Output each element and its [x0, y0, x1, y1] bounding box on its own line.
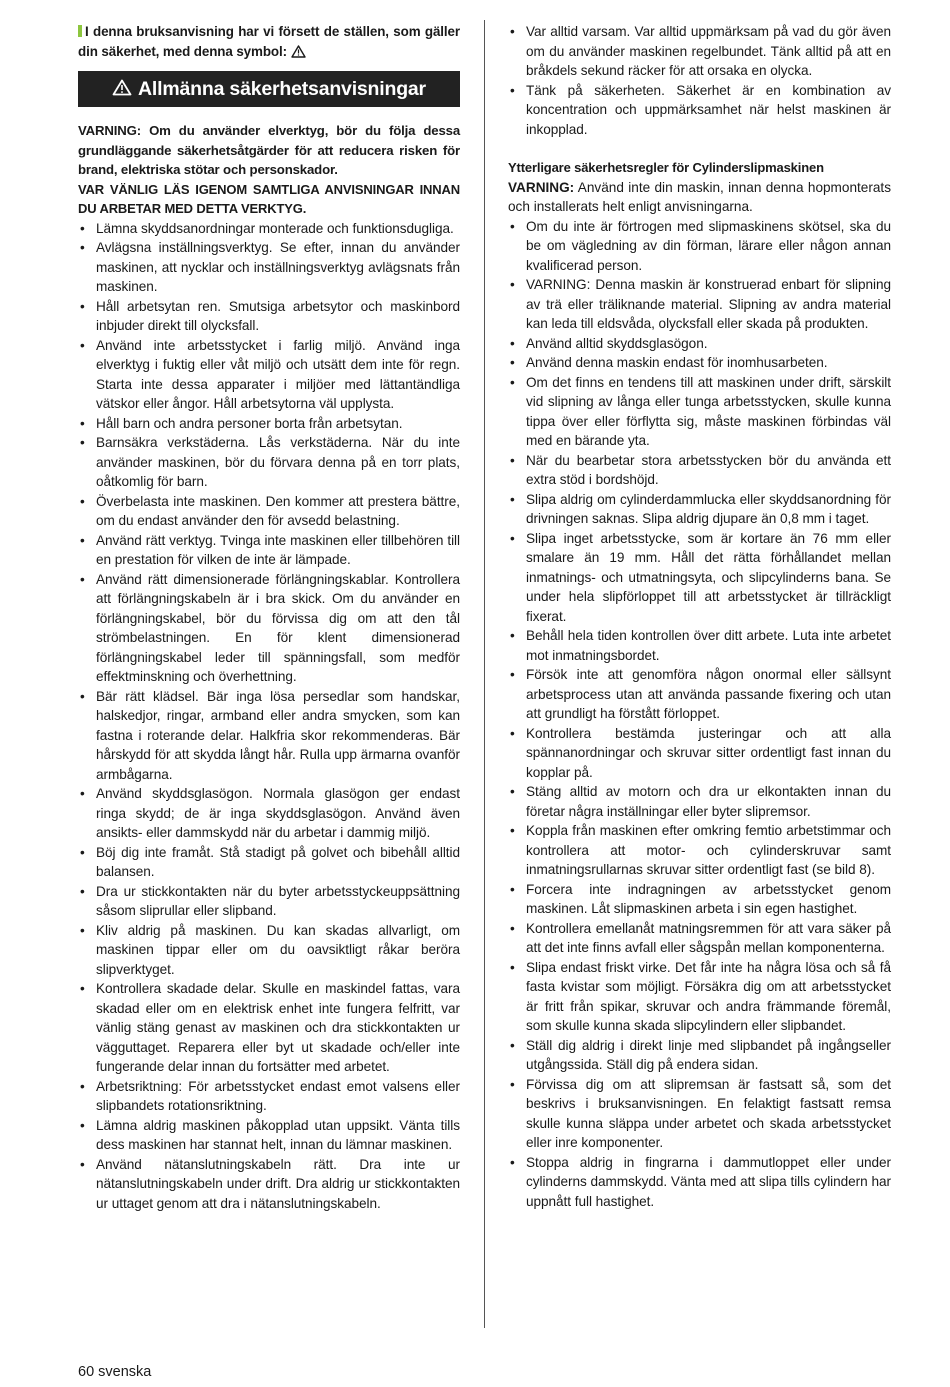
list-item: • Arbetsriktning: För arbetsstycket endast emot valsens eller slipbandets rotationsriktning.: [78, 1077, 460, 1116]
list-item: • Bär rätt klädsel. Bär inga lösa persedlar som handskar, halskedjor, ringar, armband eller andra smycken, som kan fastna i roterande delar. Halkfria skor rekommenderas. Bär hårskydd för att skydda långt hår. Rulla upp ärmarna ovanför armbågarna.: [78, 687, 460, 785]
list-item: • Kliv aldrig på maskinen. Du kan skadas allvarligt, om maskinen tippar eller om du oavsiktligt råkar beröra slipverktyget.: [78, 921, 460, 980]
right-column: [508, 22, 891, 1211]
list-item: • Överbelasta inte maskinen. Den kommer att prestera bättre, om du endast använder den för avsedd belastning.: [78, 492, 460, 531]
list-item: • Kontrollera bestämda justeringar och att alla spännanordningar och skruvar sitter ordentligt fast innan du kopplar på.: [508, 724, 891, 783]
list-item: • Slipa aldrig om cylinderdammlucka eller skyddsanordning för drivningen saknas. Slipa aldrig djupare än 0,8 mm i taget.: [508, 490, 891, 529]
list-item: • Barnsäkra verkstäderna. Lås verkstäderna. När du inte använder maskinen, bör du förvara denna på en torr plats, oåtkomlig för barn.: [78, 433, 460, 492]
list-item: • Håll barn och andra personer borta från arbetsytan.: [78, 414, 460, 434]
list-item: • Slipa inget arbetsstycke, som är kortare än 76 mm eller smalare än 19 mm. Håll det rätta förhållandet mellan inmatnings- och utmatningsyta, och slipcylinderns bana. Se under hela slipförloppet till att arbetsstycket är tillräckligt fixerat.: [508, 529, 891, 627]
section-heading: Ytterligare säkerhetsregler för Cylinderslipmaskinen: [508, 160, 824, 175]
list-item: • Försök inte att genomföra någon onormal eller sällsynt arbetsprocess utan att använda passande fixering och utan att grundligt ha förstått förloppet.: [508, 665, 891, 724]
section-banner: [78, 71, 460, 107]
list-item: • Dra ur stickkontakten när du byter arbetsstyckeuppsättning såsom sliprullar eller slipband.: [78, 882, 460, 921]
list-item: • Slipa endast friskt virke. Det får inte ha några lösa och så få fasta kvistar som möjligt. Försäkra dig om att arbetsstycket är fritt från spikar, skruvar och andra främmande föremål, som skulle kunna skada slipcylindern eller slipbandet.: [508, 958, 891, 1036]
list-item: • Var alltid varsam. Var alltid uppmärksam på vad du gör även om du använder maskinen regelbundet. Tänk alltid på att en bråkdels sekund räcker för att orsaka en olycka.: [508, 22, 891, 81]
section-marker: [78, 25, 82, 37]
list-item: • Använd denna maskin endast för inomhusarbeten.: [508, 353, 891, 373]
cylinder-warning-paragraph: [508, 178, 891, 217]
list-item: • Behåll hela tiden kontrollen över ditt arbete. Luta inte arbetet mot inmatningsbordet.: [508, 626, 891, 665]
warning-text: Använd inte din maskin, innan denna hopmonterats och installerats helt enligt anvisningarna.: [508, 179, 892, 214]
general-safety-list-continued: [508, 22, 891, 139]
page-footer: 60 svenska: [78, 1364, 152, 1380]
list-item: • Böj dig inte framåt. Stå stadigt på golvet och bibehåll alltid balansen.: [78, 843, 460, 882]
warning-triangle-icon: [112, 79, 132, 96]
list-item: • Håll arbetsytan ren. Smutsiga arbetsytor och maskinbord inbjuder direkt till olycksfall.: [78, 297, 460, 336]
list-item: • Använd rätt dimensionerade förlängningskablar. Kontrollera att förlängningskabeln är i bra skick. Om du använder en förlängningskabel, bör du förvissa dig om att den tål strömbelastningen. En för klent dimensionerad förlängningskabel leder till spänningsfall, som medför effektminskning och överhettning.: [78, 570, 460, 687]
list-item: • Använd rätt verktyg. Tvinga inte maskinen eller tillbehören till en prestation för vilken de inte är lämpade.: [78, 531, 460, 570]
list-item: • Forcera inte indragningen av arbetsstycket genom maskinen. Låt slipmaskinen arbeta i sin egen hastighet.: [508, 880, 891, 919]
list-item: • Använd skyddsglasögon. Normala glasögon ger endast ringa skydd; de är inga skyddsglasögon. Använd även ansikts- eller dammskydd när du arbetar i dammig miljö.: [78, 784, 460, 843]
warning-paragraph: VARNING: Om du använder elverktyg, bör du följa dessa grundläggande säkerhetsåtgärder för att reducera risken för brand, elektriska stötar och personskador.: [78, 123, 460, 177]
banner-title: Allmänna säkerhetsanvisningar: [138, 78, 426, 100]
list-item: • Tänk på säkerheten. Säkerhet är en kombination av koncentration och uppmärksamhet när helst maskinen är inkopplad.: [508, 81, 891, 140]
cylinder-safety-list: [508, 217, 891, 1212]
general-safety-list: [78, 219, 460, 1214]
intro-text: I denna bruksanvisning har vi försett de ställen, som gäller din säkerhet, med denna symbol:: [78, 24, 460, 59]
list-item: • Lämna aldrig maskinen påkopplad utan uppsikt. Vänta tills dess maskinen har stannat helt, innan du lämnar maskinen.: [78, 1116, 460, 1155]
list-item: • Förvissa dig om att slipremsan är fastsatt så, som det beskrivs i bruksanvisningen. En felaktigt fastsatt remsa skulle kunna släppa under arbetet och skada arbetsstycket eller inre komponenter.: [508, 1075, 891, 1153]
list-item: • Om du inte är förtrogen med slipmaskinens skötsel, ska du be om vägledning av din förman, lärare eller någon annan kvalificerad person.: [508, 217, 891, 276]
list-item: • Stäng alltid av motorn och dra ur elkontakten innan du företar några inställningar eller byter slipremsor.: [508, 782, 891, 821]
list-item: • Avlägsna inställningsverktyg. Se efter, innan du använder maskinen, att nycklar och inställningsverktyg avlägsnats från maskinen.: [78, 238, 460, 297]
list-item: • Använd nätanslutningskabeln rätt. Dra inte ur nätanslutningskabeln under drift. Dra aldrig ur stickkontakten ur uttaget genom att dra i nätanslutningskabeln.: [78, 1155, 460, 1214]
section-gap: [508, 139, 891, 158]
list-item: • Stoppa aldrig in fingrarna i dammutloppet eller under cylinderns dammskydd. Vänta med att slipa tills cylindern har uppnått full hastighet.: [508, 1153, 891, 1212]
column-divider: [484, 20, 485, 1328]
list-item: • Lämna skyddsanordningar monterade och funktionsdugliga.: [78, 219, 460, 239]
list-item: • Kontrollera skadade delar. Skulle en maskindel fattas, vara skadad eller om en elektrisk enhet inte fungera felfritt, var vänlig stäng genast av maskinen och dra stickkontakten ur vägguttaget. Reparera eller byt ut skadade och/eller inte fungerande delar innan du fortsätter med arbetet.: [78, 979, 460, 1077]
list-item: • Ställ dig aldrig i direkt linje med slipbandet på ingångseller utgångssida. Ställ dig på endera sidan.: [508, 1036, 891, 1075]
warning-label: VARNING:: [508, 179, 575, 195]
list-item: • Använd inte arbetsstycket i farlig miljö. Använd inga elverktyg i fuktig eller våt miljö och utsätt dem inte för regn. Starta inte dessa apparater i miljöer med lättantändliga vätskor eller ångor. Håll arbetsytorna väl upplysta.: [78, 336, 460, 414]
list-item: • Kontrollera emellanåt matningsremmen för att vara säker på att det inte finns avfall eller sågspån mellan komponenterna.: [508, 919, 891, 958]
list-item: • Koppla från maskinen efter omkring femtio arbetstimmar och kontrollera att motor- och cylinderskruvar samt inmatningsrullarnas skruvar sitter ordentligt fast (se bild 8).: [508, 821, 891, 880]
intro-paragraph: [78, 22, 460, 61]
read-instructions-paragraph: VAR VÄNLIG LÄS IGENOM SAMTLIGA ANVISNINGAR INNAN DU ARBETAR MED DETTA VERKTYG.: [78, 181, 460, 216]
list-item: • Om det finns en tendens till att maskinen under drift, särskilt vid slipning av långa eller tunga arbetsstycken, skulle kunna tippa över eller förflytta sig, måste maskinen förbindas väl med en bärande yta.: [508, 373, 891, 451]
list-item: • VARNING: Denna maskin är konstruerad enbart för slipning av trä eller träliknande material. Slipning av andra material kan leda till eldsvåda, olycksfall eller skada på produkten.: [508, 275, 891, 334]
list-item: • Använd alltid skyddsglasögon.: [508, 334, 891, 354]
left-column: [78, 22, 460, 1213]
warning-triangle-icon: [291, 45, 306, 58]
list-item: • När du bearbetar stora arbetsstycken bör du använda ett extra stöd i bordshöjd.: [508, 451, 891, 490]
